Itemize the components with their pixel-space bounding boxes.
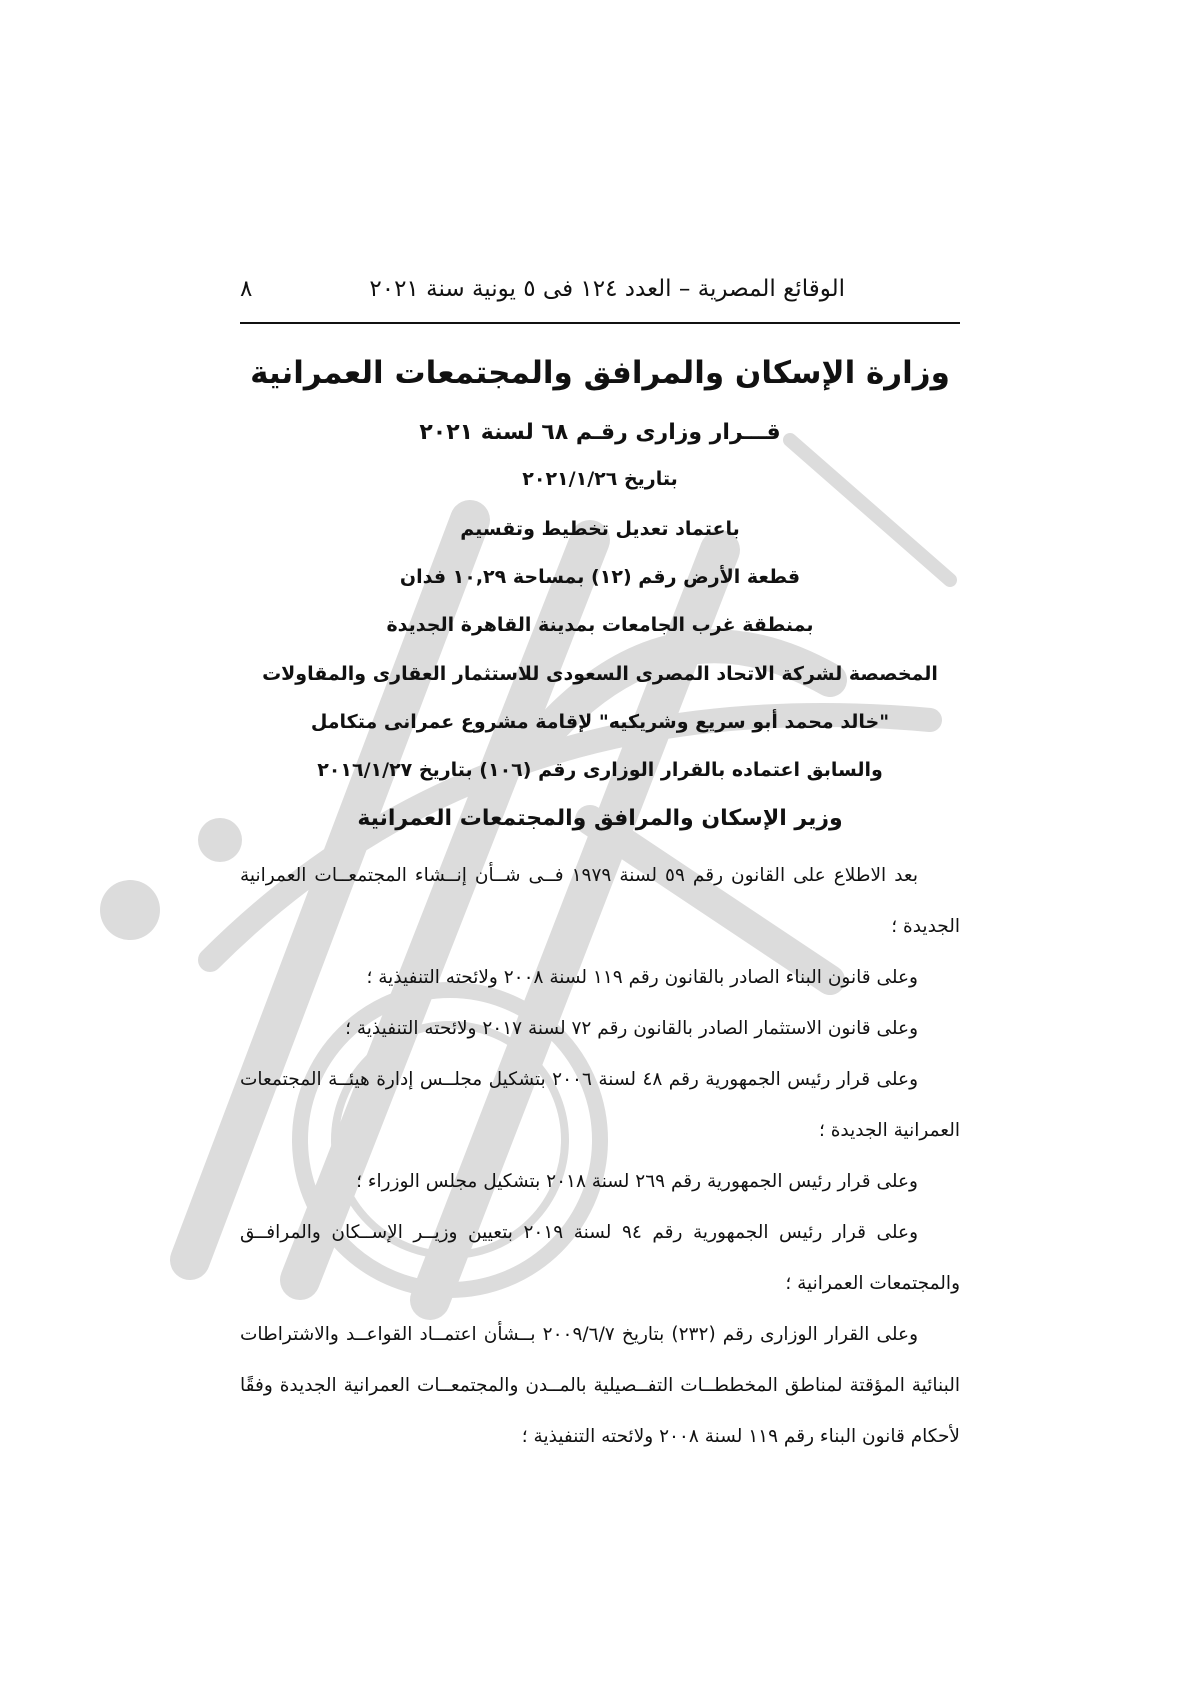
minister-title: وزير الإسكان والمرافق والمجتمعات العمرانية [357,806,843,831]
page-header [240,270,960,320]
body-paragraph: بعد الاطلاع على القانون رقم ٥٩ لسنة ١٩٧٩ فــى شــأن إنــشاء المجتمعــات العمرانية الجديدة ؛ [240,865,960,937]
decree-subtitle-line: والسابق اعتماده بالقرار الوزارى رقم (١٠٦) بتاريخ ٢٠١٦/١/٢٧ [317,759,883,781]
header-divider [240,322,960,324]
body-paragraph: وعلى قرار رئيس الجمهورية رقم ٢٦٩ لسنة ٢٠١٨ بتشكيل مجلس الوزراء ؛ [356,1171,918,1192]
decree-body [240,850,960,1462]
decree-subtitle-line: "خالد محمد أبو سريع وشريكيه" لإقامة مشروع عمرانى متكامل [310,711,890,733]
decree-subtitle-line: بتاريخ ٢٠٢١/١/٢٦ [522,468,678,490]
ministry-title: وزارة الإسكان والمرافق والمجتمعات العمرانية [250,355,950,391]
decree-subtitle-line: بمنطقة غرب الجامعات بمدينة القاهرة الجديدة [386,614,814,636]
body-paragraph: وعلى قرار رئيس الجمهورية رقم ٤٨ لسنة ٢٠٠٦ بتشكيل مجلــس إدارة هيئــة المجتمعات العمرانية الجديدة ؛ [240,1069,960,1141]
body-paragraph: وعلى قانون الاستثمار الصادر بالقانون رقم ٧٢ لسنة ٢٠١٧ ولائحته التنفيذية ؛ [345,1018,918,1039]
decree-subtitle-line: باعتماد تعديل تخطيط وتقسيم [460,518,740,540]
body-paragraph: وعلى قانون البناء الصادر بالقانون رقم ١١٩ لسنة ٢٠٠٨ ولائحته التنفيذية ؛ [366,967,918,988]
decree-subtitle-line: المخصصة لشركة الاتحاد المصرى السعودى للاستثمار العقارى والمقاولات [262,663,938,685]
page-number: ٨ [240,276,253,302]
header-title: الوقائع المصرية – العدد ١٢٤ فى ٥ يونية سنة ٢٠٢١ [369,276,845,302]
body-paragraph: وعلى قرار رئيس الجمهورية رقم ٩٤ لسنة ٢٠١٩ بتعيين وزيــر الإســكان والمرافــق والمجتمعات العمرانية ؛ [240,1222,960,1294]
decree-title: قـــرار وزارى رقـم ٦٨ لسنة ٢٠٢١ [419,420,781,445]
decree-subtitle-line: قطعة الأرض رقم (١٢) بمساحة ١٠,٢٩ فدان [399,566,801,588]
body-paragraph: وعلى القرار الوزارى رقم (٢٣٢) بتاريخ ٢٠٠٩/٦/٧ بــشأن اعتمــاد القواعــد والاشتراطات البنائية المؤقتة لمناطق المخططــات التفــصيلية بالمــدن والمجتمعــات العمرانية الجديدة وفقًا لأحكام قانون البناء رقم ١١٩ لسنة ٢٠٠٨ ولائحته التنفيذية ؛ [240,1324,960,1447]
